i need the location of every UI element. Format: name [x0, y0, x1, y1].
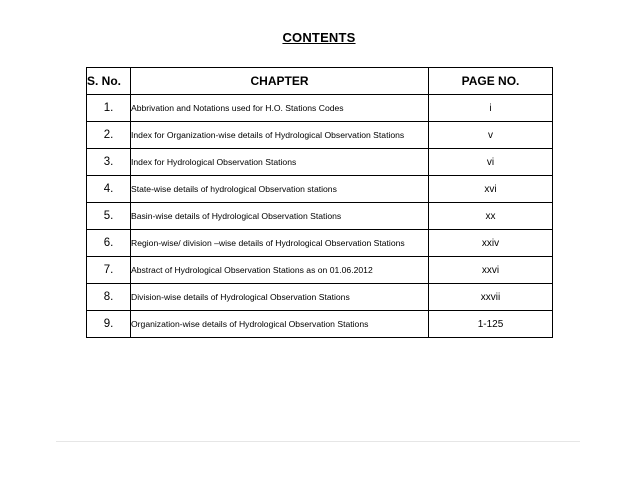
header-page-no: PAGE NO. [429, 68, 553, 95]
row-chapter: Index for Organization-wise details of Hydrological Observation Stations [131, 122, 429, 149]
table-row [87, 284, 553, 311]
row-page-no: vi [429, 149, 553, 176]
table-row [87, 257, 553, 284]
row-page-no: v [429, 122, 553, 149]
table-row [87, 176, 553, 203]
row-page-no: xxvi [429, 257, 553, 284]
row-page-no: 1-125 [429, 311, 553, 338]
table-row [87, 311, 553, 338]
row-sno: 6. [87, 230, 131, 257]
row-chapter: State-wise details of hydrological Observation stations [131, 176, 429, 203]
row-chapter: Abstract of Hydrological Observation Stations as on 01.06.2012 [131, 257, 429, 284]
row-sno: 7. [87, 257, 131, 284]
page-divider [56, 441, 580, 442]
row-page-no: i [429, 95, 553, 122]
row-sno: 5. [87, 203, 131, 230]
header-chapter: CHAPTER [131, 68, 429, 95]
row-sno: 9. [87, 311, 131, 338]
table-row [87, 149, 553, 176]
table-row [87, 230, 553, 257]
row-chapter: Division-wise details of Hydrological Observation Stations [131, 284, 429, 311]
row-chapter: Region-wise/ division –wise details of Hydrological Observation Stations [131, 230, 429, 257]
table-row [87, 203, 553, 230]
row-sno: 4. [87, 176, 131, 203]
row-sno: 2. [87, 122, 131, 149]
header-sno: S. No. [87, 68, 131, 95]
row-sno: 8. [87, 284, 131, 311]
row-chapter: Abbrivation and Notations used for H.O. Stations Codes [131, 95, 429, 122]
table-row [87, 95, 553, 122]
row-chapter: Basin-wise details of Hydrological Observation Stations [131, 203, 429, 230]
row-chapter: Organization-wise details of Hydrological Observation Stations [131, 311, 429, 338]
row-chapter: Index for Hydrological Observation Stations [131, 149, 429, 176]
row-page-no: xvi [429, 176, 553, 203]
table-header-row [87, 68, 553, 95]
row-page-no: xxvii [429, 284, 553, 311]
row-sno: 1. [87, 95, 131, 122]
contents-table [86, 67, 553, 338]
row-page-no: xxiv [429, 230, 553, 257]
row-sno: 3. [87, 149, 131, 176]
table-row [87, 122, 553, 149]
page-title: CONTENTS [282, 30, 356, 45]
row-page-no: xx [429, 203, 553, 230]
